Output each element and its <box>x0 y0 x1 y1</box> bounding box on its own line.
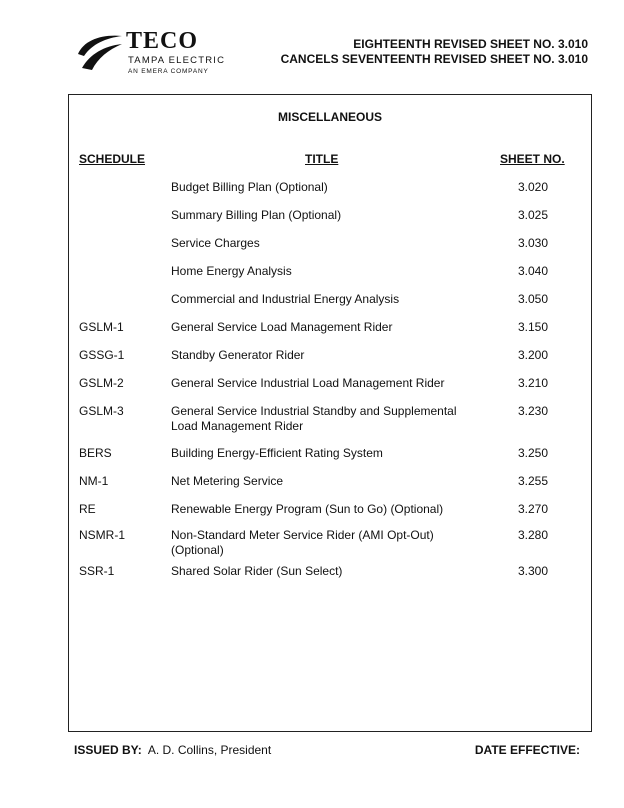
issued-by-value: A. D. Collins, President <box>147 743 272 757</box>
row-title: Home Energy Analysis <box>171 264 292 278</box>
row-sheet-no: 3.020 <box>518 180 549 194</box>
logo-tagline: AN EMERA COMPANY <box>128 68 209 75</box>
row-title: General Service Load Management Rider <box>171 320 393 334</box>
row-sheet-no: 3.025 <box>518 208 549 222</box>
row-sheet-no: 3.040 <box>518 264 549 278</box>
content-frame <box>68 94 592 732</box>
row-title: Building Energy-Efficient Rating System <box>171 446 383 460</box>
row-title: Shared Solar Rider (Sun Select) <box>171 564 343 578</box>
row-sheet-no: 3.280 <box>518 528 549 542</box>
sheet-header-line1: EIGHTEENTH REVISED SHEET NO. 3.010 <box>353 37 588 51</box>
row-sheet-no: 3.300 <box>518 564 549 578</box>
column-header-sheet-no: SHEET NO. <box>500 152 565 166</box>
teco-swoosh-icon <box>76 32 124 72</box>
column-header-title: TITLE <box>305 152 339 166</box>
row-sheet-no: 3.270 <box>518 502 549 516</box>
row-sheet-no: 3.210 <box>518 376 549 390</box>
teco-logo <box>76 30 246 80</box>
logo-wordmark: TECO <box>126 28 199 54</box>
logo-subtitle: TAMPA ELECTRIC <box>128 55 226 66</box>
row-schedule: GSLM-2 <box>79 376 124 390</box>
row-schedule: NSMR-1 <box>79 528 126 542</box>
row-title: Budget Billing Plan (Optional) <box>171 180 328 194</box>
date-effective-label: DATE EFFECTIVE: <box>474 743 580 757</box>
column-header-schedule: SCHEDULE <box>79 152 146 166</box>
row-schedule: GSLM-1 <box>79 320 124 334</box>
row-sheet-no: 3.150 <box>518 320 549 334</box>
row-title: General Service Industrial Load Management Rider <box>171 376 445 390</box>
row-title: Renewable Energy Program (Sun to Go) (Optional) <box>171 502 444 516</box>
row-title: Commercial and Industrial Energy Analysis <box>171 292 400 306</box>
row-title: Summary Billing Plan (Optional) <box>171 208 342 222</box>
sheet-header <box>281 37 588 67</box>
row-title: Net Metering Service <box>171 474 284 488</box>
row-sheet-no: 3.200 <box>518 348 549 362</box>
row-schedule: RE <box>79 502 96 516</box>
row-title: Standby Generator Rider <box>171 348 305 362</box>
row-title: General Service Industrial Standby and Supplemental Load Management Rider <box>171 404 457 433</box>
section-title: MISCELLANEOUS <box>277 110 382 124</box>
row-schedule: SSR-1 <box>79 564 115 578</box>
row-title: Non-Standard Meter Service Rider (AMI Opt-Out) (Optional) <box>171 528 434 557</box>
row-sheet-no: 3.255 <box>518 474 549 488</box>
row-sheet-no: 3.230 <box>518 404 549 418</box>
row-schedule: GSLM-3 <box>79 404 124 418</box>
issued-by <box>74 743 271 757</box>
sheet-header-line2: CANCELS SEVENTEENTH REVISED SHEET NO. 3.010 <box>280 52 588 66</box>
row-title: Service Charges <box>171 236 260 250</box>
row-schedule: BERS <box>79 446 112 460</box>
row-schedule: GSSG-1 <box>79 348 125 362</box>
row-sheet-no: 3.050 <box>518 292 549 306</box>
issued-by-label: ISSUED BY: <box>74 743 142 757</box>
row-sheet-no: 3.030 <box>518 236 549 250</box>
row-sheet-no: 3.250 <box>518 446 549 460</box>
row-schedule: NM-1 <box>79 474 109 488</box>
